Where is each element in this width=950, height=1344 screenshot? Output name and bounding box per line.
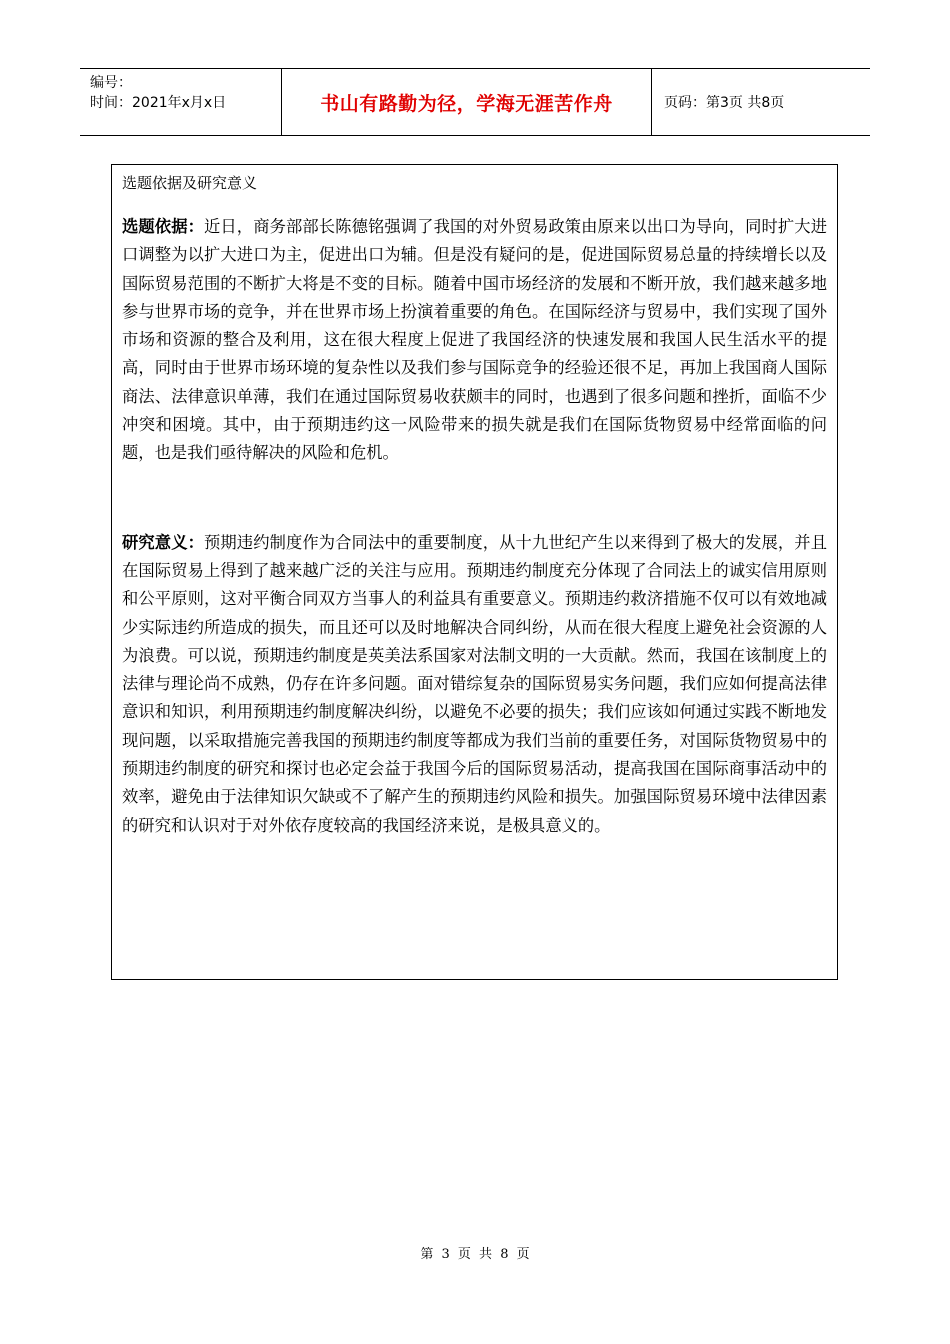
header-meta xyxy=(80,69,282,135)
significance-paragraph xyxy=(122,529,827,840)
content-box xyxy=(111,164,838,980)
basis-text: 近日，商务部部长陈德铭强调了我国的对外贸易政策由原来以出口为导向，同时扩大进口调整为以扩大进口为主，促进出口为辅。但是没有疑问的是，促进国际贸易总量的持续增长以及国际贸易范围的不断扩大将是不变的目标。随着中国市场经济的发展和不断开放，我们越来越多地参与世界市场的竞争，并在世界市场上扮演着重要的角色。在国际经济与贸易中，我们实现了国外市场和资源的整合及利用，这在很大程度上促进了我国经济的快速发展和我国人民生活水平的提高，同时由于世界市场环境的复杂性以及我们参与国际竞争的经验还很不足，再加上我国商人国际商法、法律意识单薄，我们在通过国际贸易收获颇丰的同时，也遇到了很多问题和挫折，面临不少冲突和困境。其中，由于预期违约这一风险带来的损失就是我们在国际货物贸易中经常面临的问题，也是我们亟待解决的风险和危机。 xyxy=(122,217,827,463)
basis-paragraph xyxy=(122,213,827,468)
section-title: 选题依据及研究意义 xyxy=(122,174,258,192)
significance-text: 预期违约制度作为合同法中的重要制度，从十九世纪产生以来得到了极大的发展，并且在国际贸易上得到了越来越广泛的关注与应用。预期违约制度充分体现了合同法上的诚实信用原则和公平原则，这对平衡合同双方当事人的利益具有重要意义。预期违约救济措施不仅可以有效地减少实际违约所造成的损失，而且还可以及时地解决合同纠纷，从而在很大程度上避免社会资源的人为浪费。可以说，预期违约制度是英美法系国家对法制文明的一大贡献。然而，我国在该制度上的法律与理论尚不成熟，仍存在许多问题。面对错综复杂的国际贸易实务问题，我们应如何提高法律意识和知识，利用预期违约制度解决纠纷，以避免不必要的损失；我们应该如何通过实践不断地发现问题，以采取措施完善我国的预期违约制度等都成为我们当前的重要任务，对国际货物贸易中的预期违约制度的研究和探讨也必定会益于我国今后的国际贸易活动，提高我国在国际商事活动中的效率，避免由于法律知识欠缺或不了解产生的预期违约风险和损失。加强国际贸易环境中法律因素的研究和认识对于对外依存度较高的我国经济来说，是极具意义的。 xyxy=(122,532,827,835)
header-motto: 书山有路勤为径，学海无涯苦作舟 xyxy=(282,69,652,135)
header-page-info: 页码：第3页 共8页 xyxy=(664,95,785,111)
document-number-label: 编号： xyxy=(90,75,132,91)
paragraph-spacer xyxy=(122,468,827,529)
page-footer: 第 3 页 共 8 页 xyxy=(420,1247,530,1262)
significance-label: 研究意义： xyxy=(122,532,204,552)
document-date: 时间：2021年x月x日 xyxy=(90,95,227,111)
basis-label: 选题依据： xyxy=(122,217,204,236)
page-header xyxy=(80,68,870,136)
